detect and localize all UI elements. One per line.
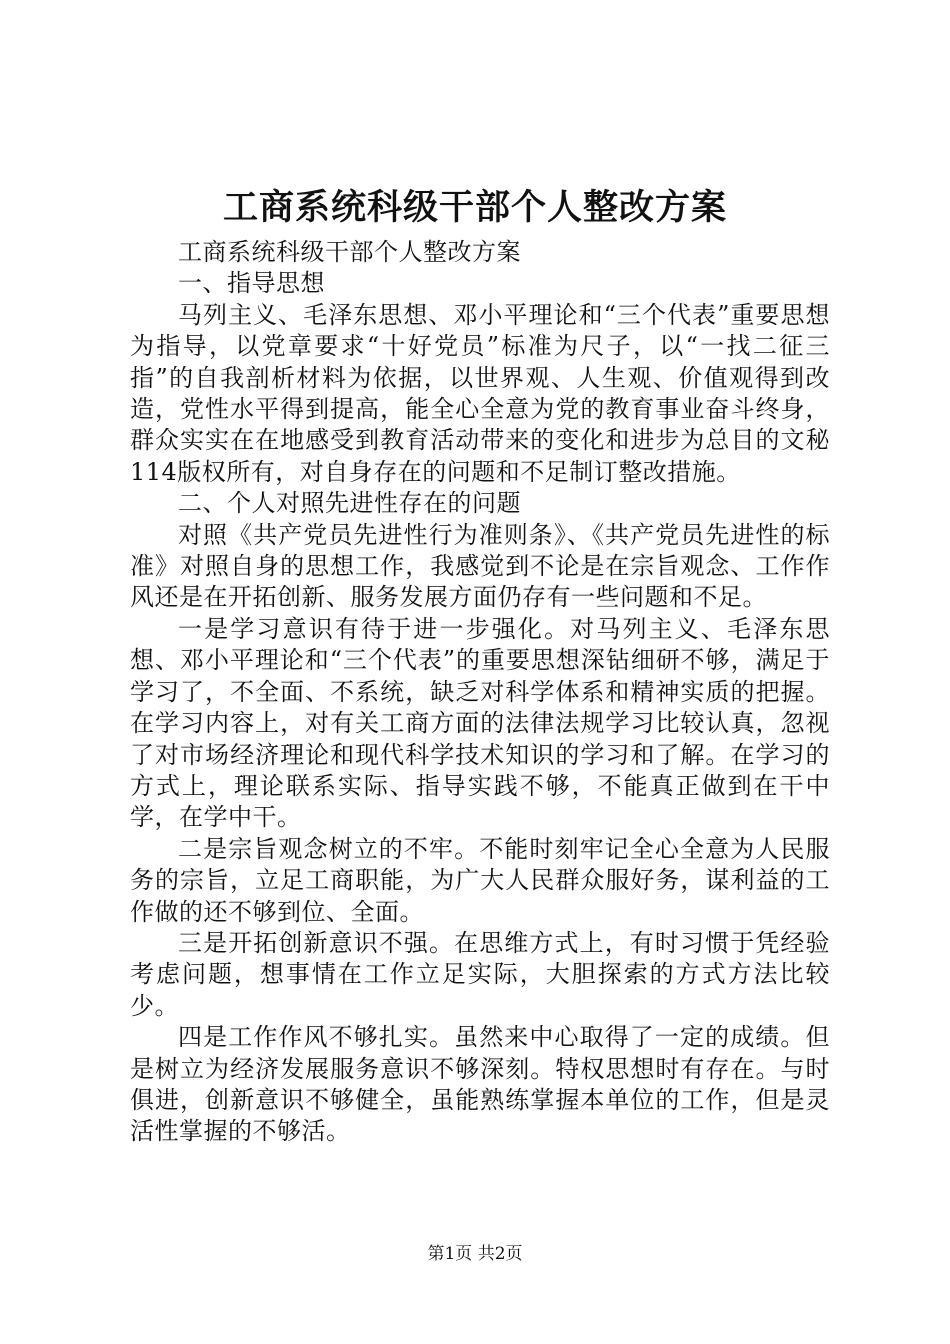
body-paragraph: 一是学习意识有待于进一步强化。对马列主义、毛泽东思想、邓小平理论和“三个代表”的重要思想深钻细研不够，满足于学习了，不全面、不系统，缺乏对科学体系和精神实质的把握。在学习内容上，对有关工商方面的法律法规学习比较认真，忽视了对市场经济理论和现代科学技术知识的学习和了解。在学习的方式上，理论联系实际、指导实践不够，不能真正做到在干中学，在学中干。 — [130, 614, 830, 832]
body-paragraph: 对照《共产党员先进性行为准则条》、《共产党员先进性的标准》对照自身的思想工作，我感觉到不论是在宗旨观念、工作作风还是在开拓创新、服务发展方面仍存有一些问题和不足。 — [130, 520, 830, 612]
document-title: 工商系统科级干部个人整改方案 — [222, 188, 727, 228]
body-paragraph: 二是宗旨观念树立的不牢。不能时刻牢记全心全意为人民服务的宗旨，立足工商职能，为广大人民群众服好务，谋利益的工作做的还不够到位、全面。 — [130, 834, 830, 926]
section-heading-guiding-ideology: 一、指导思想 — [178, 269, 325, 298]
page-number-footer: 第1页 共2页 — [427, 1244, 523, 1264]
body-paragraph: 马列主义、毛泽东思想、邓小平理论和“三个代表”重要思想为指导，以党章要求“十好党员”标准为尺子，以“一找二征三指”的自我剖析材料为依据，以世界观、人生观、价值观得到改造，党性水平得到提高，能全心全意为党的教育事业奋斗终身，群众实实在在地感受到教育活动带来的变化和进步为总目的文秘114版权所有，对自身存在的问题和不足制订整改措施。 — [130, 300, 830, 486]
document-body — [130, 237, 830, 1148]
body-paragraph-subtitle: 工商系统科级干部个人整改方案 — [178, 238, 521, 266]
section-heading-problems: 二、个人对照先进性存在的问题 — [178, 489, 521, 518]
body-paragraph: 三是开拓创新意识不强。在思维方式上，有时习惯于凭经验考虑问题，想事情在工作立足实际，大胆探索的方式方法比较少。 — [130, 928, 830, 1020]
body-paragraph: 四是工作作风不够扎实。虽然来中心取得了一定的成绩。但是树立为经济发展服务意识不够深刻。特权思想时有存在。与时俱进，创新意识不够健全，虽能熟练掌握本单位的工作，但是灵活性掌握的不够活。 — [130, 1023, 830, 1146]
